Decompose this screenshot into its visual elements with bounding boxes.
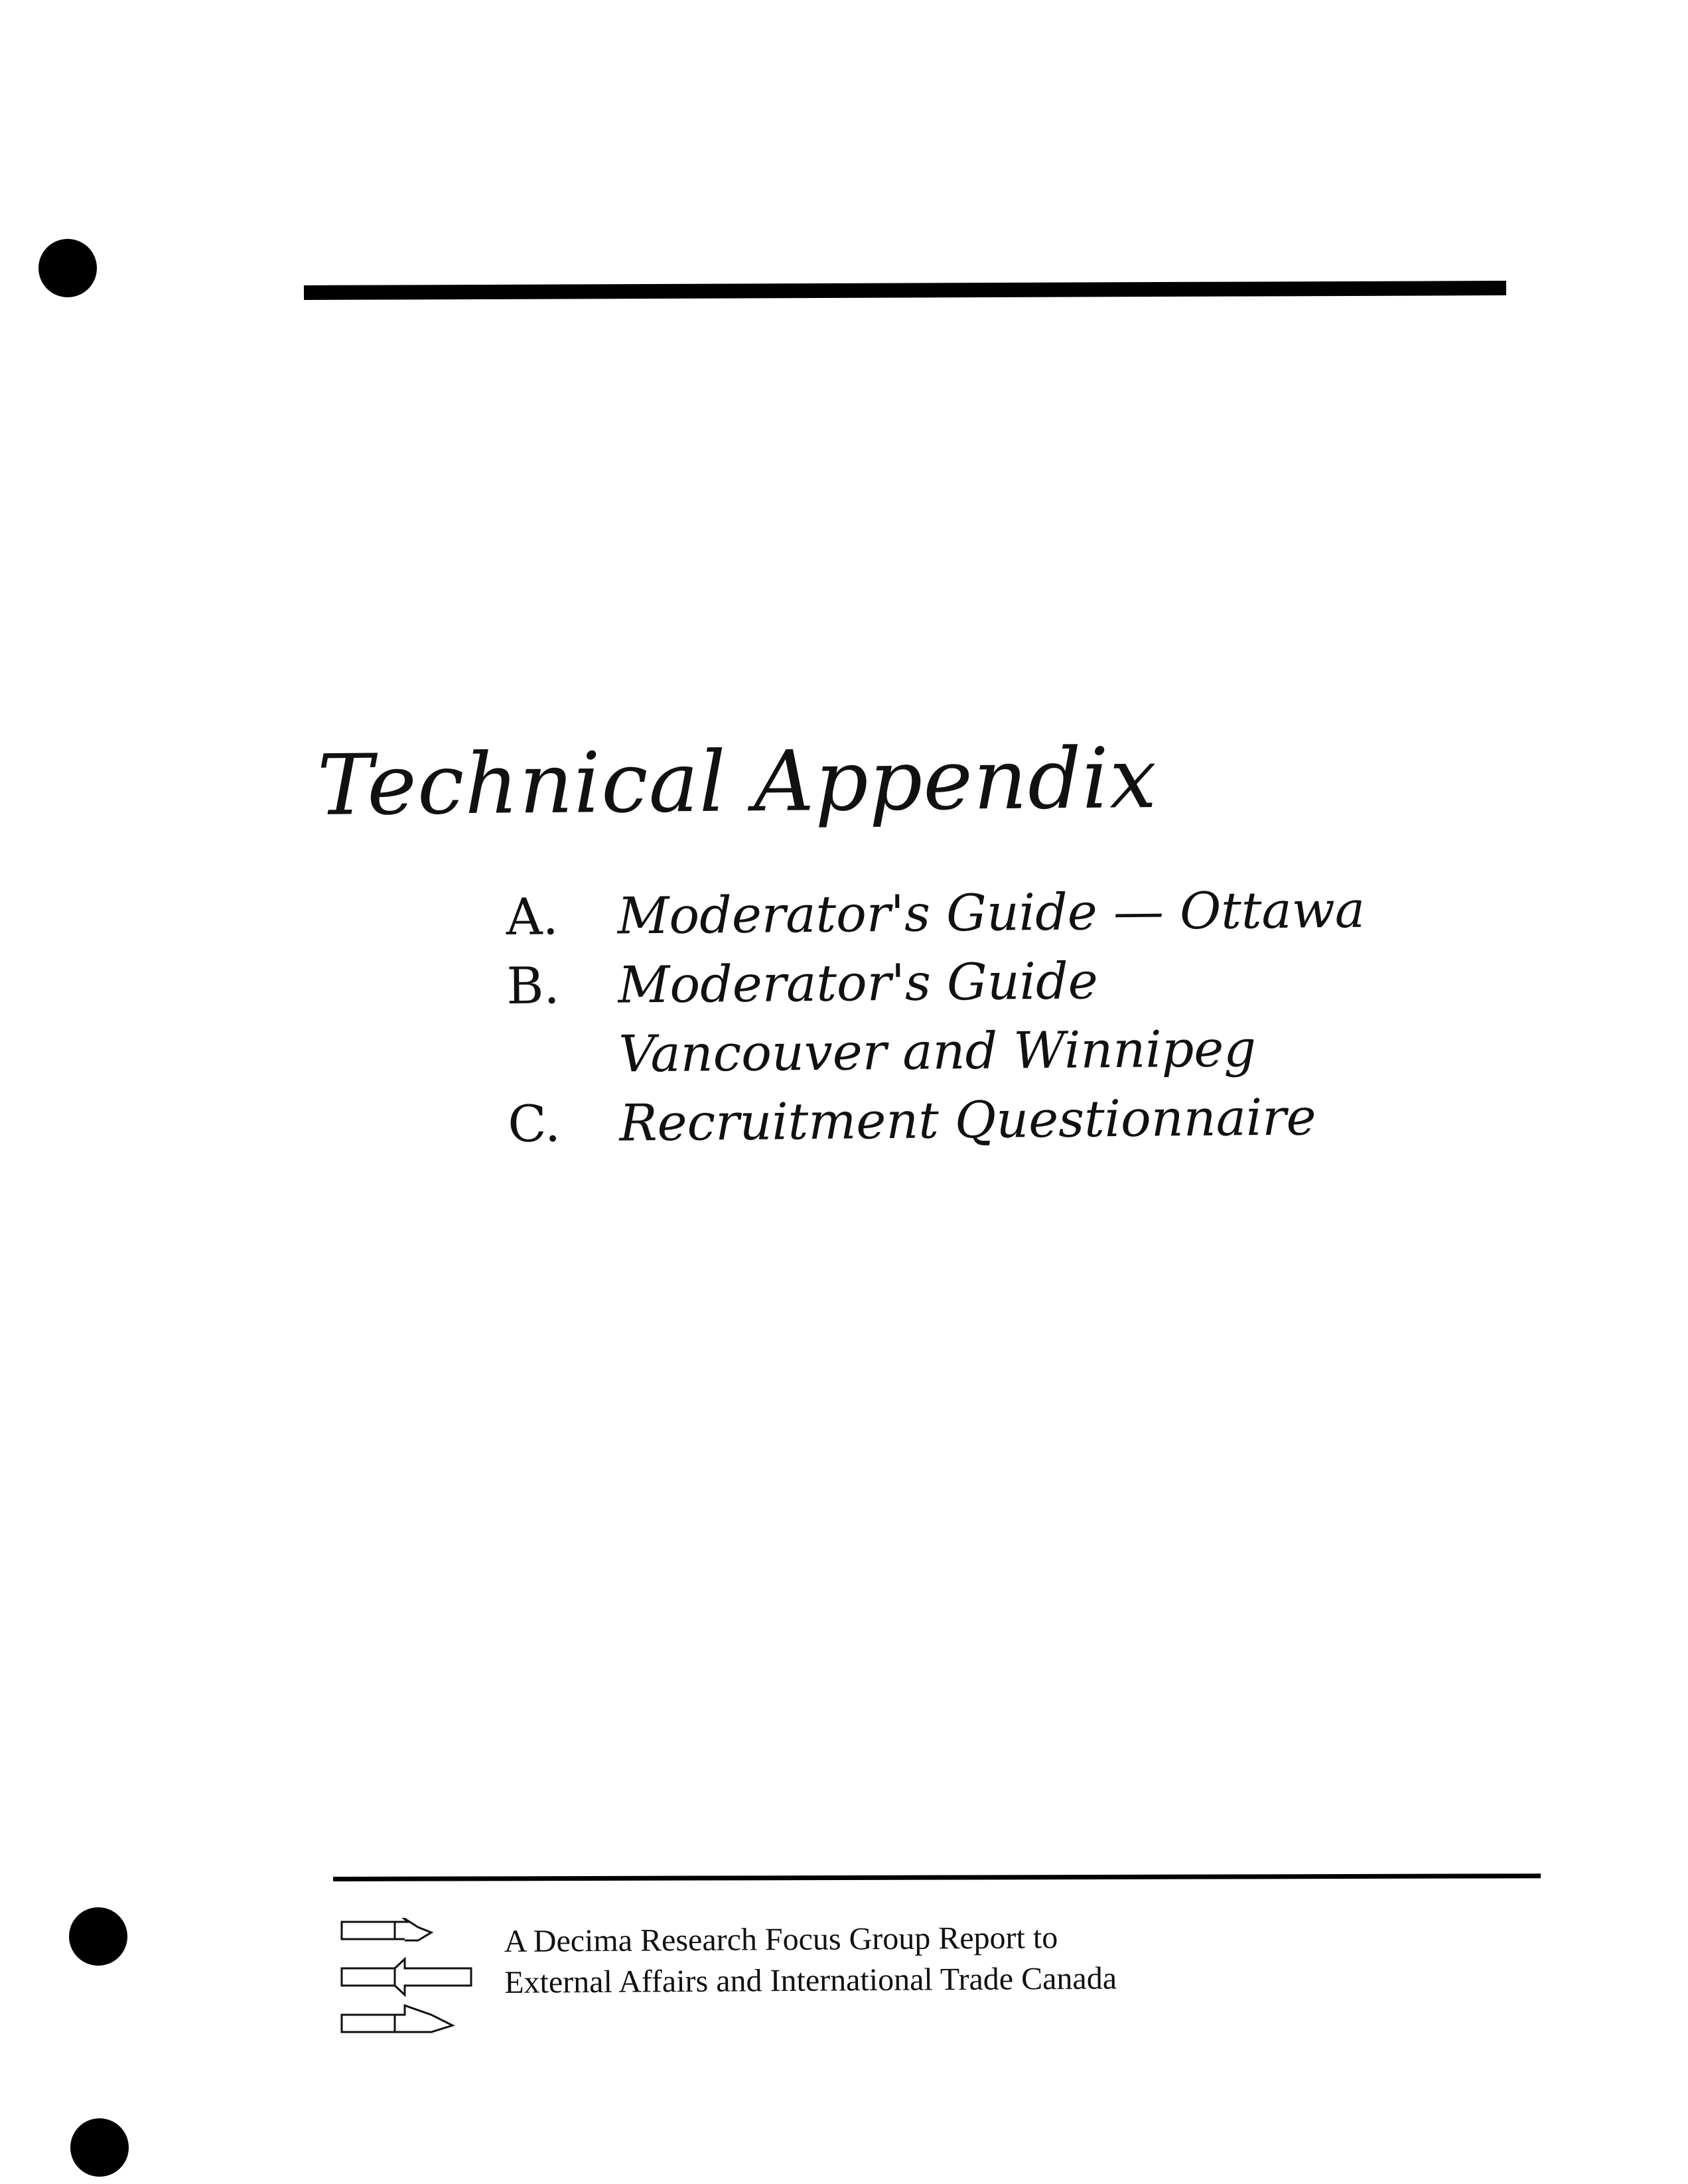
list-item-c: [508, 1081, 1477, 1159]
item-title-line: Recruitment Questionnaire: [618, 1087, 1316, 1153]
page-title: Technical Appendix: [316, 729, 1158, 834]
appendix-contents-list: [506, 874, 1477, 1159]
footer-rule: [333, 1873, 1541, 1881]
punch-hole-top: [38, 239, 97, 297]
list-item-b: [506, 943, 1476, 1090]
header-rule: [304, 281, 1506, 300]
decima-arrows-logo-icon: [338, 1918, 478, 2044]
item-title-line: Moderator's Guide: [618, 951, 1099, 1015]
punch-hole-bottom: [70, 2118, 129, 2177]
list-item-a: [506, 874, 1475, 952]
item-title: [619, 1082, 1316, 1157]
item-letter: B.: [506, 956, 560, 1016]
item-letter: A.: [506, 887, 559, 947]
item-title: [617, 875, 1365, 951]
item-title-line: Vancouver and Winnipeg: [618, 1019, 1257, 1084]
footer-line-1: A Decima Research Focus Group Report to: [504, 1920, 1058, 1959]
item-letter: C.: [507, 1094, 561, 1153]
punch-hole-middle: [69, 1907, 127, 1966]
item-title-line: Moderator's Guide — Ottawa: [617, 879, 1366, 946]
footer-line-2: External Affairs and International Trade Canada: [504, 1960, 1117, 2000]
item-title: [618, 945, 1256, 1088]
footer-report-credit: [504, 1917, 1117, 2003]
